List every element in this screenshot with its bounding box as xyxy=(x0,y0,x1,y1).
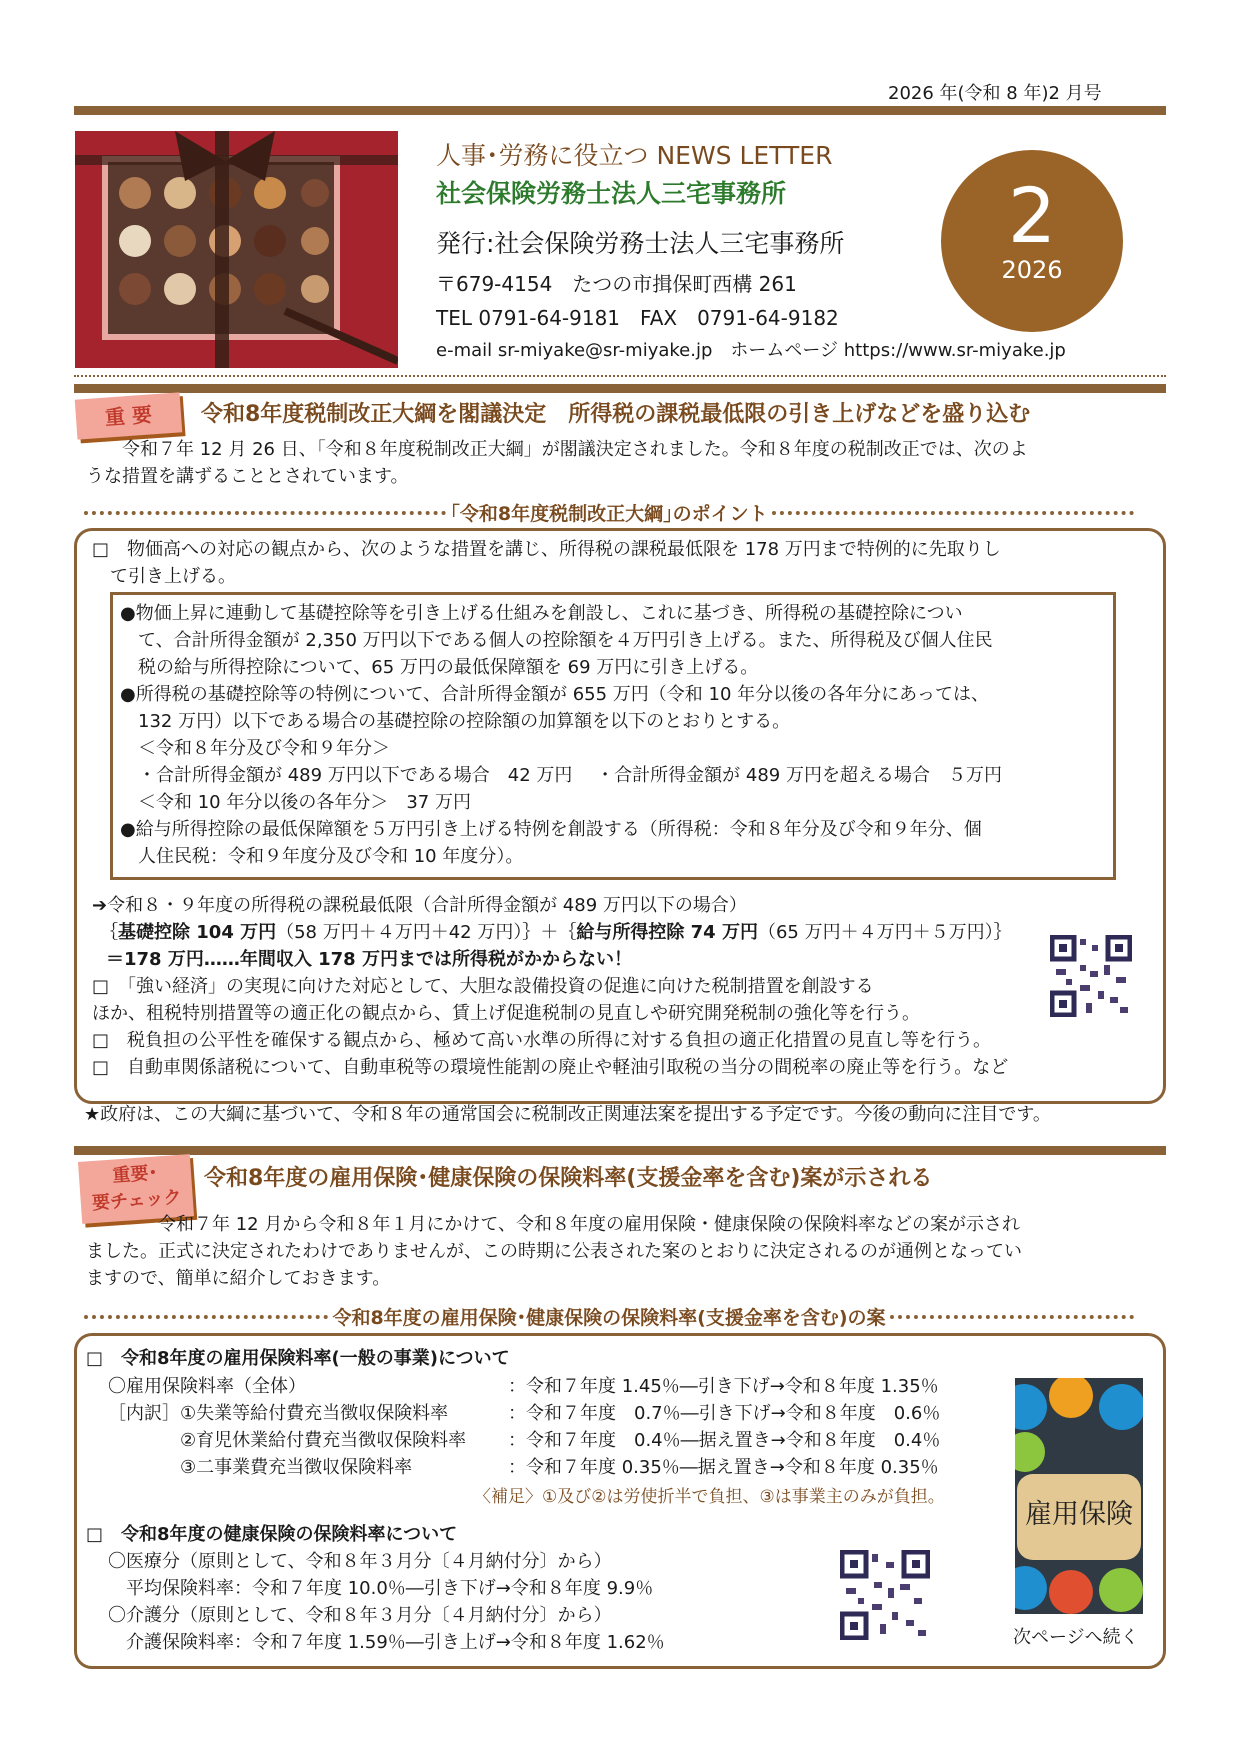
important-tag: 重 要 xyxy=(75,392,183,439)
issue-number-badge xyxy=(941,150,1123,332)
qr-code-1[interactable] xyxy=(1050,935,1132,1017)
measure-line: ・合計所得金額が 489 万円以下である場合 42 万円 ・合計所得金額が 489 万円を超える場合 ５万円 xyxy=(120,765,1002,786)
issue-year: 2026 xyxy=(1001,256,1063,284)
article1-intro xyxy=(86,436,1166,490)
rates-heading-text: 令和8年度の雇用保険･健康保険の保険料率(支援金率を含む)の案 xyxy=(332,1307,886,1329)
points-heading xyxy=(84,499,1134,526)
intro-line: ますので、簡単に紹介しておきます。 xyxy=(86,1268,391,1289)
email-website[interactable]: e-mail sr-miyake@sr-miyake.jp ホームページ https://www.sr-miyake.jp xyxy=(436,340,1066,361)
basic-deduction: 基礎控除 104 万円 xyxy=(118,922,277,943)
rate-value: ：令和７年度 0.4％―据え置き→令和８年度 0.4％ xyxy=(508,1430,941,1451)
article2-intro xyxy=(86,1211,1166,1292)
other-measures xyxy=(92,973,1152,1081)
header-top-bar xyxy=(74,106,1166,115)
rate-row xyxy=(108,1373,1008,1400)
health-line: 平均保険料率：令和７年度 10.0％―引き下げ→令和８年度 9.9％ xyxy=(108,1578,654,1599)
employment-insurance-heading: □ 令和8年度の雇用保険料率(一般の事業)について xyxy=(86,1348,510,1369)
coin-icon xyxy=(1015,1566,1047,1610)
intro-line: ました。正式に決定されたわけでありませんが、この時期に公表された案のとおりに決定されるのが通例となってい xyxy=(86,1241,1022,1262)
rate-label: ［内訳］①失業等給付費充当徴収保険料率 xyxy=(108,1403,449,1424)
article2-title: 令和8年度の雇用保険･健康保険の保険料率(支援金率を含む)案が示される xyxy=(204,1166,933,1191)
measures-list xyxy=(120,600,1108,870)
health-line: 〇介護分（原則として、令和８年３月分〔４月納付分〕から） xyxy=(108,1605,612,1626)
intro-line: うな措置を講ずることとされています。 xyxy=(86,466,409,487)
rate-row xyxy=(108,1427,1008,1454)
measure-line: ●給与所得控除の最低保障額を５万円引き上げる特例を創設する（所得税：令和８年分及び令和９年分、個 xyxy=(120,819,982,840)
measure-line: ●物価上昇に連動して基礎控除等を引き上げる仕組みを創設し、これに基づき、所得税の基礎控除につい xyxy=(120,603,963,624)
publisher: 発行:社会保険労務士法人三宅事務所 xyxy=(436,229,845,258)
health-insurance-heading: □ 令和8年度の健康保険の保険料率について xyxy=(86,1524,458,1545)
rate-row xyxy=(108,1400,1008,1427)
point-line: て引き上げる。 xyxy=(92,566,236,587)
measure-bullet: ほか、租税特別措置等の適正化の観点から、賃上げ促進税制の見直しや研究開発税制の強化等を行う。 xyxy=(92,1003,920,1024)
measure-line: ＜令和 10 年分以後の各年分＞ 37 万円 xyxy=(120,792,471,813)
coin-icon xyxy=(1049,1378,1093,1418)
health-line: 介護保険料率：令和７年度 1.59％―引き上げ→令和８年度 1.62％ xyxy=(108,1632,665,1653)
measure-line: 132 万円）以下である場合の基礎控除の控除額の加算額を以下のとおりとする。 xyxy=(120,711,791,732)
rate-value: ：令和７年度 0.35％―据え置き→令和８年度 0.35％ xyxy=(508,1457,939,1478)
measure-line: 人住民税：令和９年度分及び令和 10 年度分）。 xyxy=(120,846,524,867)
rate-value: ：令和７年度 0.7％―引き下げ→令和８年度 0.6％ xyxy=(508,1403,941,1424)
rate-label: ②育児休業給付費充当徴収保険料率 xyxy=(108,1430,467,1451)
measure-line: て、合計所得金額が 2,350 万円以下である個人の控除額を４万円引き上げる。また、所得税及び個人住民 xyxy=(120,630,993,651)
chocolate-box-image xyxy=(75,131,398,368)
article1-footnote: ★政府は、この大綱に基づいて、令和８年の通常国会に税制改正関連法案を提出する予定です。今後の動向に注目です。 xyxy=(84,1104,1051,1125)
rate-row xyxy=(108,1454,1008,1481)
coin-icon xyxy=(1099,1384,1143,1430)
employment-rates-table xyxy=(108,1373,1008,1481)
point-1 xyxy=(92,536,1152,590)
tag-line: 重要･ xyxy=(111,1162,159,1187)
measure-bullet: □ 税負担の公平性を確保する観点から、極めて高い水準の所得に対する負担の適正化措置の見直し等を行う。 xyxy=(92,1030,992,1051)
coin-icon xyxy=(1049,1570,1093,1614)
tel-fax: TEL 0791-64-9181 FAX 0791-64-9182 xyxy=(436,306,839,330)
tax-threshold-result: ＝178 万円……年間収入 178 万円までは所得税がかからない！ xyxy=(106,949,632,970)
address: 〒679-4154 たつの市揖保町西構 261 xyxy=(436,272,797,296)
salary-deduction: 給与所得控除 74 万円 xyxy=(576,922,758,943)
points-heading-text: ｢令和8年度税制改正大綱｣のポイント xyxy=(450,503,768,525)
office-name: 社会保険労務士法人三宅事務所 xyxy=(436,179,787,208)
newsletter-tagline: 人事･労務に役立つ NEWS LETTER xyxy=(436,141,833,170)
header-dotted-rule xyxy=(74,375,1166,377)
measure-line: 税の給与所得控除について、65 万円の最低保障額を 69 万円に引き上げる。 xyxy=(120,657,759,678)
rate-label: 〇雇用保険料率（全体） xyxy=(108,1376,306,1397)
issue-date: 2026 年(令和 8 年)2 月号 xyxy=(888,83,1102,104)
continued-next-page: 次ページへ続く xyxy=(1013,1627,1139,1648)
issue-number: 2 xyxy=(1007,171,1057,260)
measure-line: ＜令和８年分及び令和９年分＞ xyxy=(120,738,390,759)
health-rates-list xyxy=(108,1548,828,1656)
article1-top-bar xyxy=(74,384,1166,393)
point-line: □ 物価高への対応の観点から、次のような措置を講じ、所得税の課税最低限を 178 万円まで特例的に先取りし xyxy=(92,539,1001,560)
photo-label: 雇用保険 xyxy=(1025,1499,1133,1530)
article2-top-bar xyxy=(74,1146,1166,1155)
employment-rates-note: 〈補足〉①及び②は労使折半で負担、③は事業主のみが負担。 xyxy=(474,1487,945,1507)
coin-icon xyxy=(1015,1432,1045,1472)
article1-title: 令和8年度税制改正大綱を閣議決定 所得税の課税最低限の引き上げなどを盛り込む xyxy=(201,402,1031,427)
salary-deduction-detail: （65 万円＋４万円＋５万円）｝ xyxy=(757,922,1012,943)
tag-line: 要チェック xyxy=(91,1186,183,1215)
employment-insurance-photo xyxy=(1015,1378,1143,1614)
coin-icon xyxy=(1015,1384,1047,1430)
health-line: 〇医療分（原則として、令和８年３月分〔４月納付分〕から） xyxy=(108,1551,612,1572)
basic-deduction-detail: （58 万円＋４万円＋42 万円）｝＋｛ xyxy=(276,922,577,943)
measure-line: ●所得税の基礎控除等の特例について、合計所得金額が 655 万円（令和 10 年分以後の各年分にあっては、 xyxy=(120,684,989,705)
measure-bullet: □ 「強い経済」の実現に向けた対応として、大胆な設備投資の促進に向けた税制措置を創設する xyxy=(92,976,874,997)
formula-brace: ｛ xyxy=(100,922,118,943)
rate-label: ③二事業費充当徴収保険料率 xyxy=(108,1457,413,1478)
rates-heading xyxy=(84,1303,1134,1330)
intro-line: 令和７年 12 月から令和８年１月にかけて、令和８年度の雇用保険・健康保険の保険料率などの案が示され xyxy=(86,1214,1020,1235)
measure-bullet: □ 自動車関係諸税について、自動車税等の環境性能割の廃止や軽油引取税の当分の間税率の廃止等を行う。など xyxy=(92,1057,1009,1078)
coin-icon xyxy=(1099,1568,1143,1612)
tax-threshold-formula xyxy=(100,919,1060,946)
intro-line: 令和７年 12 月 26 日、「令和８年度税制改正大綱」が閣議決定されました。令和８年度の税制改正では、次のよ xyxy=(86,439,1028,460)
qr-code-2[interactable] xyxy=(840,1550,930,1640)
rate-value: ：令和７年度 1.45％―引き下げ→令和８年度 1.35％ xyxy=(508,1376,939,1397)
tax-threshold-line: ➔令和８・９年度の所得税の課税最低限（合計所得金額が 489 万円以下の場合） xyxy=(92,895,747,916)
